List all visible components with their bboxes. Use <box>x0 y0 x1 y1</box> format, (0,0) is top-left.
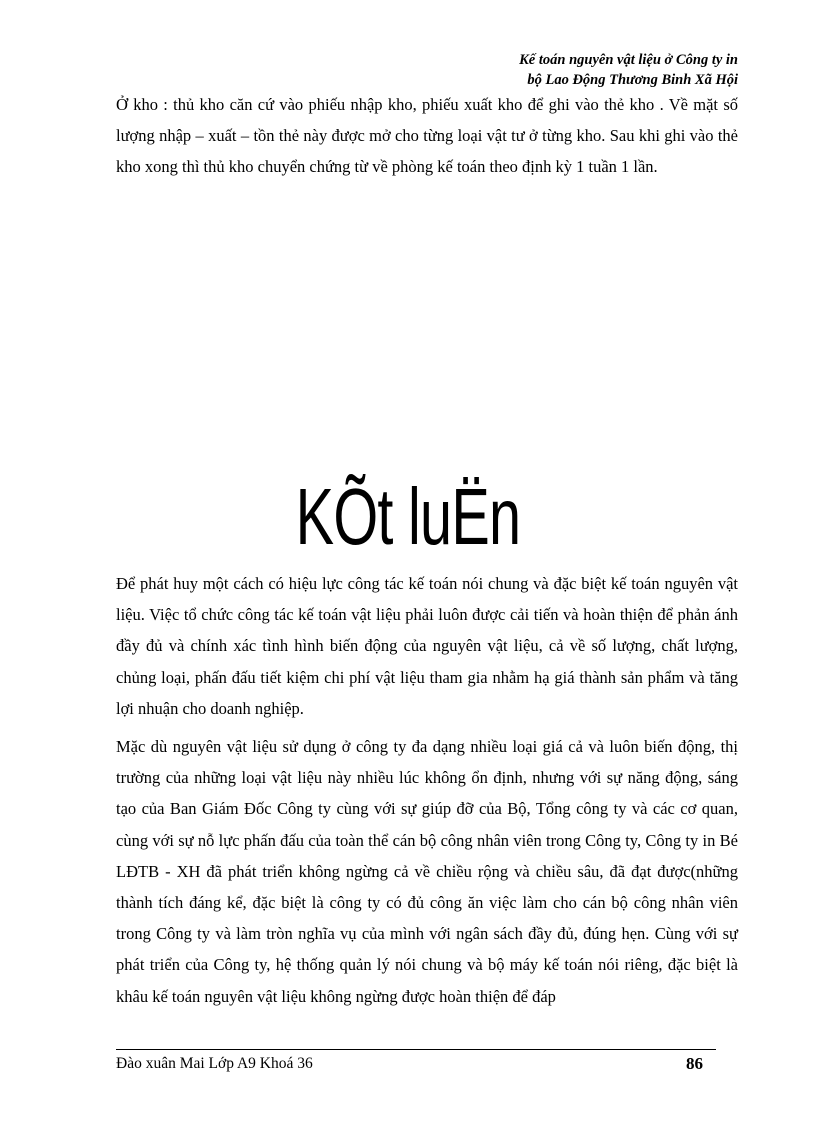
header-line-2: bộ Lao Động Thương Binh Xã Hội <box>527 72 738 88</box>
header-line-1: Kế toán nguyên vật liệu ở Công ty in <box>519 52 738 68</box>
section-title: KÕt luËn <box>295 472 521 561</box>
footer-author: Đào xuân Mai Lớp A9 Khoá 36 <box>116 1055 313 1072</box>
page-number: 86 <box>686 1054 703 1073</box>
paragraph-conclusion-2: Mặc dù nguyên vật liệu sử dụng ở công ty đa dạng nhiều loại giá cả và luôn biến động, thị trường của những loại vật liệu này nhiều lúc không ổn định, nhưng với sự năng động, sáng tạo của Ban Giám Đốc Công ty cùng với sự giúp đỡ của Bộ, Tổng công ty và các cơ quan, cùng với sự nỗ lực phấn đấu của toàn thể cán bộ công nhân viên trong Công ty, Công ty in Bé LĐTB - XH đã phát triển không ngừng cả về chiều rộng và chiều sâu, đã đạt được(những thành tích đáng kể, đặc biệt là công ty có đủ công ăn việc làm cho cán bộ công nhân viên trong Công ty và làm tròn nghĩa vụ của mình với ngân sách đầy đủ, đúng hẹn. Cùng với sự phát triển của Công ty, hệ thống quản lý nói chung và bộ máy kế toán nói riêng, đặc biệt là khâu kế toán nguyên vật liệu không ngừng được hoàn thiện để đáp <box>116 737 738 1006</box>
paragraph-warehouse: Ở kho : thủ kho căn cứ vào phiếu nhập kho, phiếu xuất kho để ghi vào thẻ kho . Về mặt số lượng nhập – xuất – tồn thẻ này được mở cho từng loại vật tư ở từng kho. Sau khi ghi vào thẻ kho xong thì thủ kho chuyển chứng từ về phòng kế toán theo định kỳ 1 tuần 1 lần. <box>116 95 738 177</box>
running-header <box>519 50 738 90</box>
footer-divider <box>116 1049 716 1050</box>
paragraph-conclusion-1: Để phát huy một cách có hiệu lực công tác kế toán nói chung và đặc biệt kế toán nguyên vật liệu. Việc tổ chức công tác kế toán vật liệu phải luôn được cải tiến và hoàn thiện để phản ánh đầy đủ và chính xác tình hình biến động của nguyên vật liệu, cả về số lượng, chất lượng, chủng loại, phấn đấu tiết kiệm chi phí vật liệu tham gia nhằm hạ giá thành sản phẩm và tăng lợi nhuận cho doanh nghiệp. <box>116 574 738 718</box>
